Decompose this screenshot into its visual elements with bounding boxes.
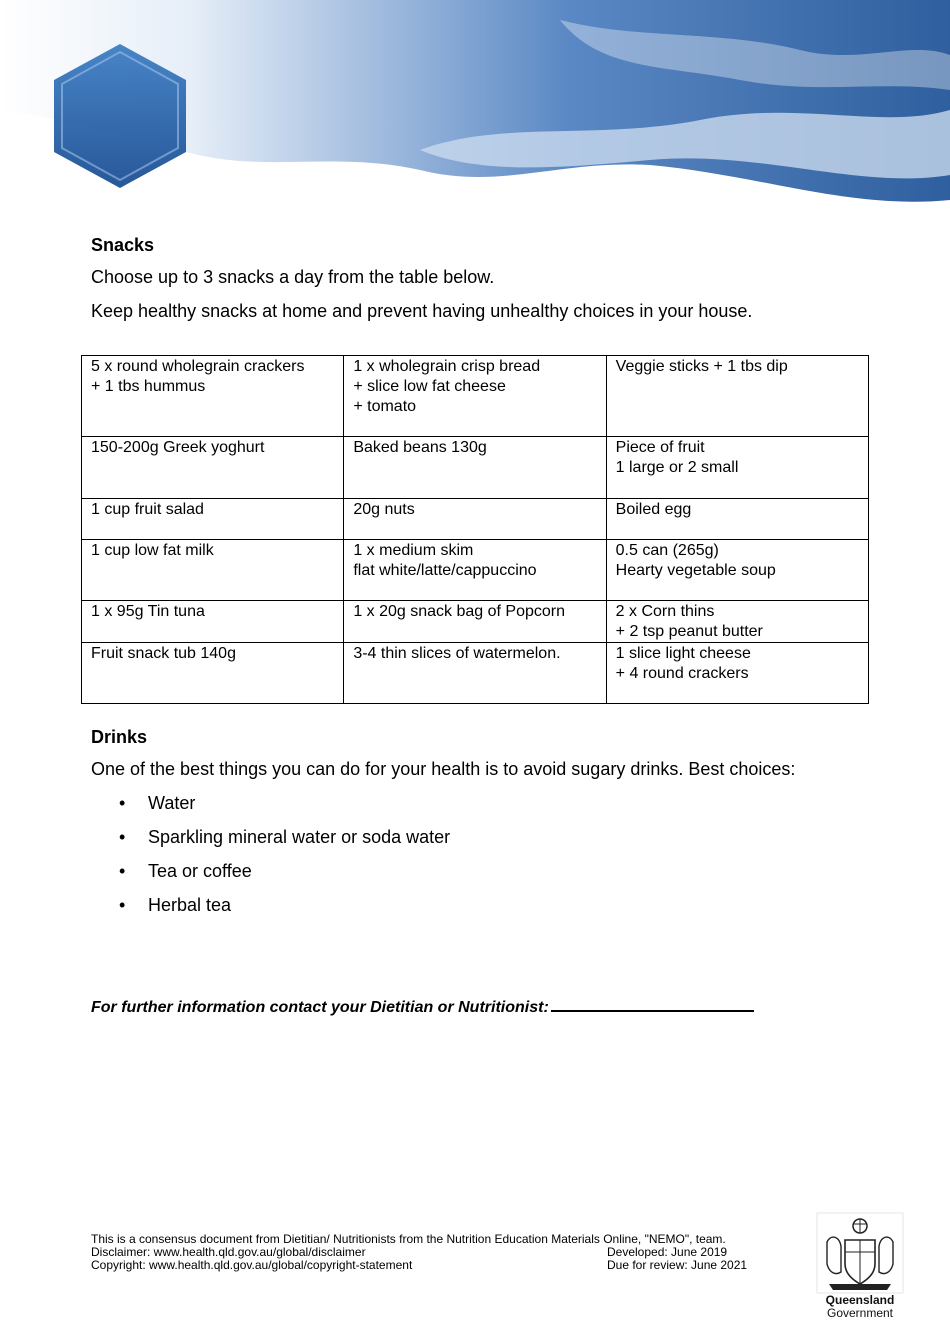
table-cell: 2 x Corn thins + 2 tsp peanut butter	[606, 601, 868, 643]
table-cell: 1 x wholegrain crisp bread + slice low fat cheese + tomato	[344, 356, 606, 437]
table-cell: 5 x round wholegrain crackers + 1 tbs hummus	[82, 356, 344, 437]
footer	[91, 1233, 791, 1272]
footer-copyright: Copyright: www.health.qld.gov.au/global/copyright-statement	[91, 1258, 413, 1272]
header-banner	[0, 0, 950, 225]
snacks-section	[91, 233, 871, 333]
table-cell: 3-4 thin slices of watermelon.	[344, 643, 606, 704]
table-row	[82, 499, 869, 540]
table-cell: 1 x medium skim flat white/latte/cappuccino	[344, 540, 606, 601]
table-cell: 1 x 95g Tin tuna	[82, 601, 344, 643]
bullet-icon: •	[119, 895, 126, 915]
further-info-text: For further information contact your Dietitian or Nutritionist:	[91, 999, 549, 1016]
table-row	[82, 540, 869, 601]
bullet-icon: •	[119, 827, 126, 847]
table-cell: Fruit snack tub 140g	[82, 643, 344, 704]
snacks-heading: Snacks	[91, 235, 155, 255]
table-cell: Piece of fruit 1 large or 2 small	[606, 437, 868, 499]
table-cell: Veggie sticks + 1 tbs dip	[606, 356, 868, 437]
further-info	[91, 994, 754, 1017]
table-cell: 1 slice light cheese + 4 round crackers	[606, 643, 868, 704]
table-row	[82, 356, 869, 437]
footer-review: Due for review: June 2021	[607, 1258, 748, 1272]
table-cell: 20g nuts	[344, 499, 606, 540]
list-item: • Water	[119, 793, 196, 813]
table-cell: 0.5 can (265g) Hearty vegetable soup	[606, 540, 868, 601]
table-cell: Baked beans 130g	[344, 437, 606, 499]
table-row	[82, 643, 869, 704]
drinks-section	[91, 725, 891, 927]
list-item: • Herbal tea	[119, 895, 232, 915]
list-item: • Tea or coffee	[119, 861, 252, 881]
table-row	[82, 601, 869, 643]
snacks-tip: Keep healthy snacks at home and prevent having unhealthy choices in your house.	[91, 301, 753, 321]
table-cell: 1 cup fruit salad	[82, 499, 344, 540]
footer-consensus: This is a consensus document from Dietitian/ Nutritionists from the Nutrition Education Materials Online, "NEMO", team.	[91, 1232, 726, 1246]
snacks-table	[81, 355, 869, 704]
footer-developed: Developed: June 2019	[607, 1245, 728, 1259]
logo-wordmark: Queensland Government	[825, 1293, 895, 1320]
bullet-icon: •	[119, 861, 126, 881]
footer-disclaimer: Disclaimer: www.health.qld.gov.au/global/disclaimer	[91, 1245, 366, 1259]
bullet-icon: •	[119, 793, 126, 813]
drinks-list	[91, 791, 891, 917]
snacks-intro: Choose up to 3 snacks a day from the table below.	[91, 267, 495, 287]
blank-line	[551, 994, 754, 1012]
table-cell: 150-200g Greek yoghurt	[82, 437, 344, 499]
list-item: • Sparkling mineral water or soda water	[119, 827, 451, 847]
drinks-heading: Drinks	[91, 727, 148, 747]
drinks-intro: One of the best things you can do for your health is to avoid sugary drinks. Best choices:	[91, 759, 796, 779]
table-cell: 1 x 20g snack bag of Popcorn	[344, 601, 606, 643]
table-cell: 1 cup low fat milk	[82, 540, 344, 601]
table-row	[82, 437, 869, 499]
table-cell: Boiled egg	[606, 499, 868, 540]
